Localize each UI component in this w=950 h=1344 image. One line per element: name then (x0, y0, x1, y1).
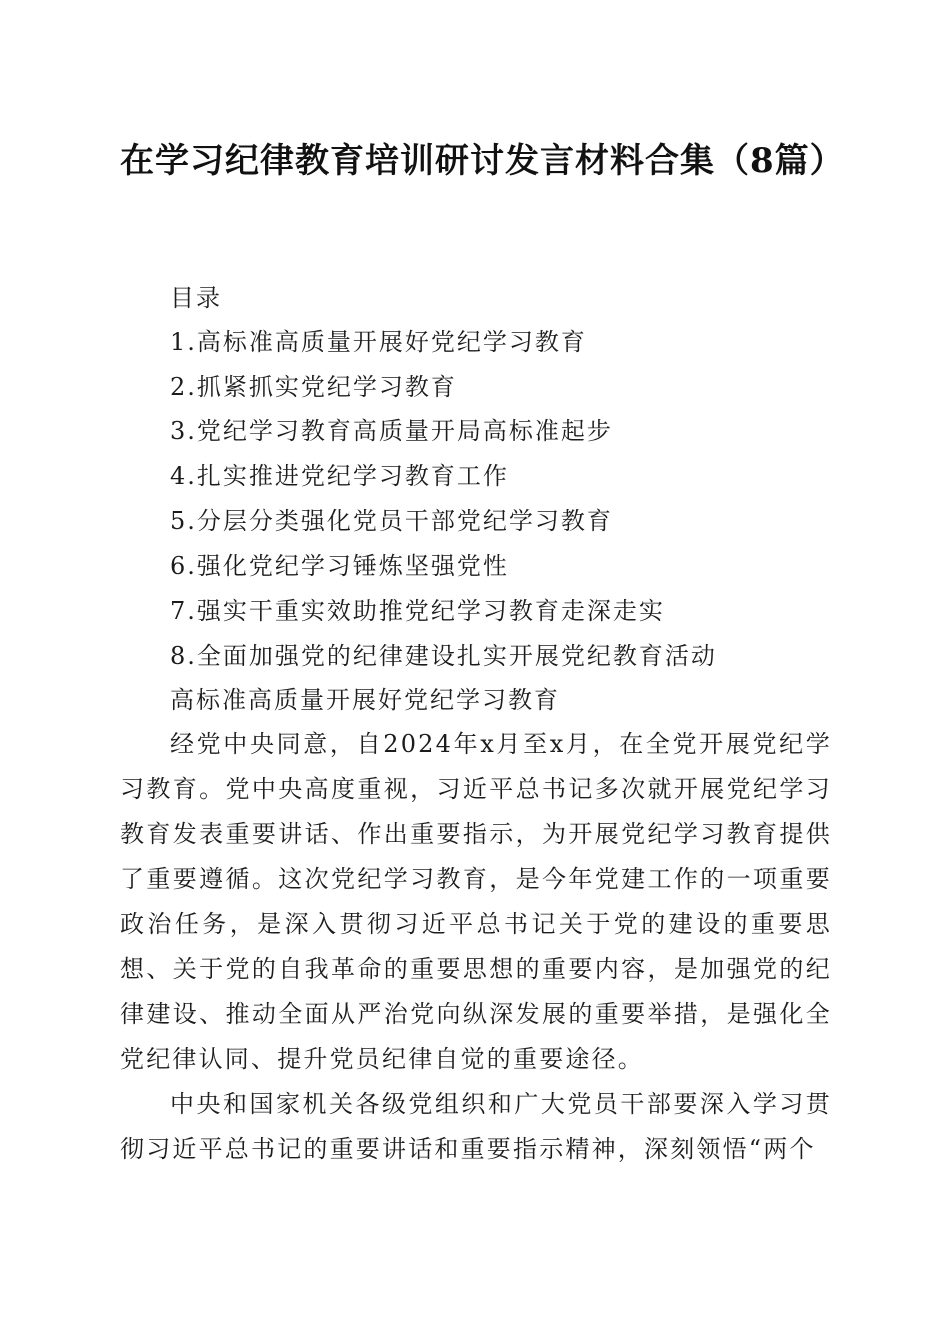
toc-item-2: 2.抓紧抓实党纪学习教育 (170, 373, 457, 401)
body-paragraph-1: 经党中央同意，自2024年x月至x月，在全党开展党纪学习教育。党中央高度重视，习近平总书记多次就开展党纪学习教育发表重要讲话、作出重要指示，为开展党纪学习教育提供了重要遵循。这次党纪学习教育，是今年党建工作的一项重要政治任务，是深入贯彻习近平总书记关于党的建设的重要思想、关于党的自我革命的重要思想的重要内容，是加强党的纪律建设、推动全面从严治党向纵深发展的重要举措，是强化全党纪律认同、提升党员纪律自觉的重要途径。 (120, 730, 832, 1073)
toc-item-4: 4.扎实推进党纪学习教育工作 (170, 462, 509, 490)
toc-item-3: 3.党纪学习教育高质量开局高标准起步 (170, 417, 613, 445)
toc-heading: 目录 (170, 284, 222, 312)
body-paragraph-2: 中央和国家机关各级党组织和广大党员干部要深入学习贯彻习近平总书记的重要讲话和重要指示精神，深刻领悟“两个 (120, 1090, 832, 1163)
toc-item-7: 7.强实干重实效助推党纪学习教育走深走实 (170, 597, 665, 625)
section-heading: 高标准高质量开展好党纪学习教育 (170, 686, 560, 714)
toc-item-8: 8.全面加强党的纪律建设扎实开展党纪教育活动 (170, 642, 717, 670)
toc-item-6: 6.强化党纪学习锤炼坚强党性 (170, 552, 509, 580)
toc-item-1: 1.高标准高质量开展好党纪学习教育 (170, 328, 587, 356)
document-title: 在学习纪律教育培训研讨发言材料合集（8篇） (120, 141, 845, 181)
toc-item-5: 5.分层分类强化党员干部党纪学习教育 (170, 507, 613, 535)
